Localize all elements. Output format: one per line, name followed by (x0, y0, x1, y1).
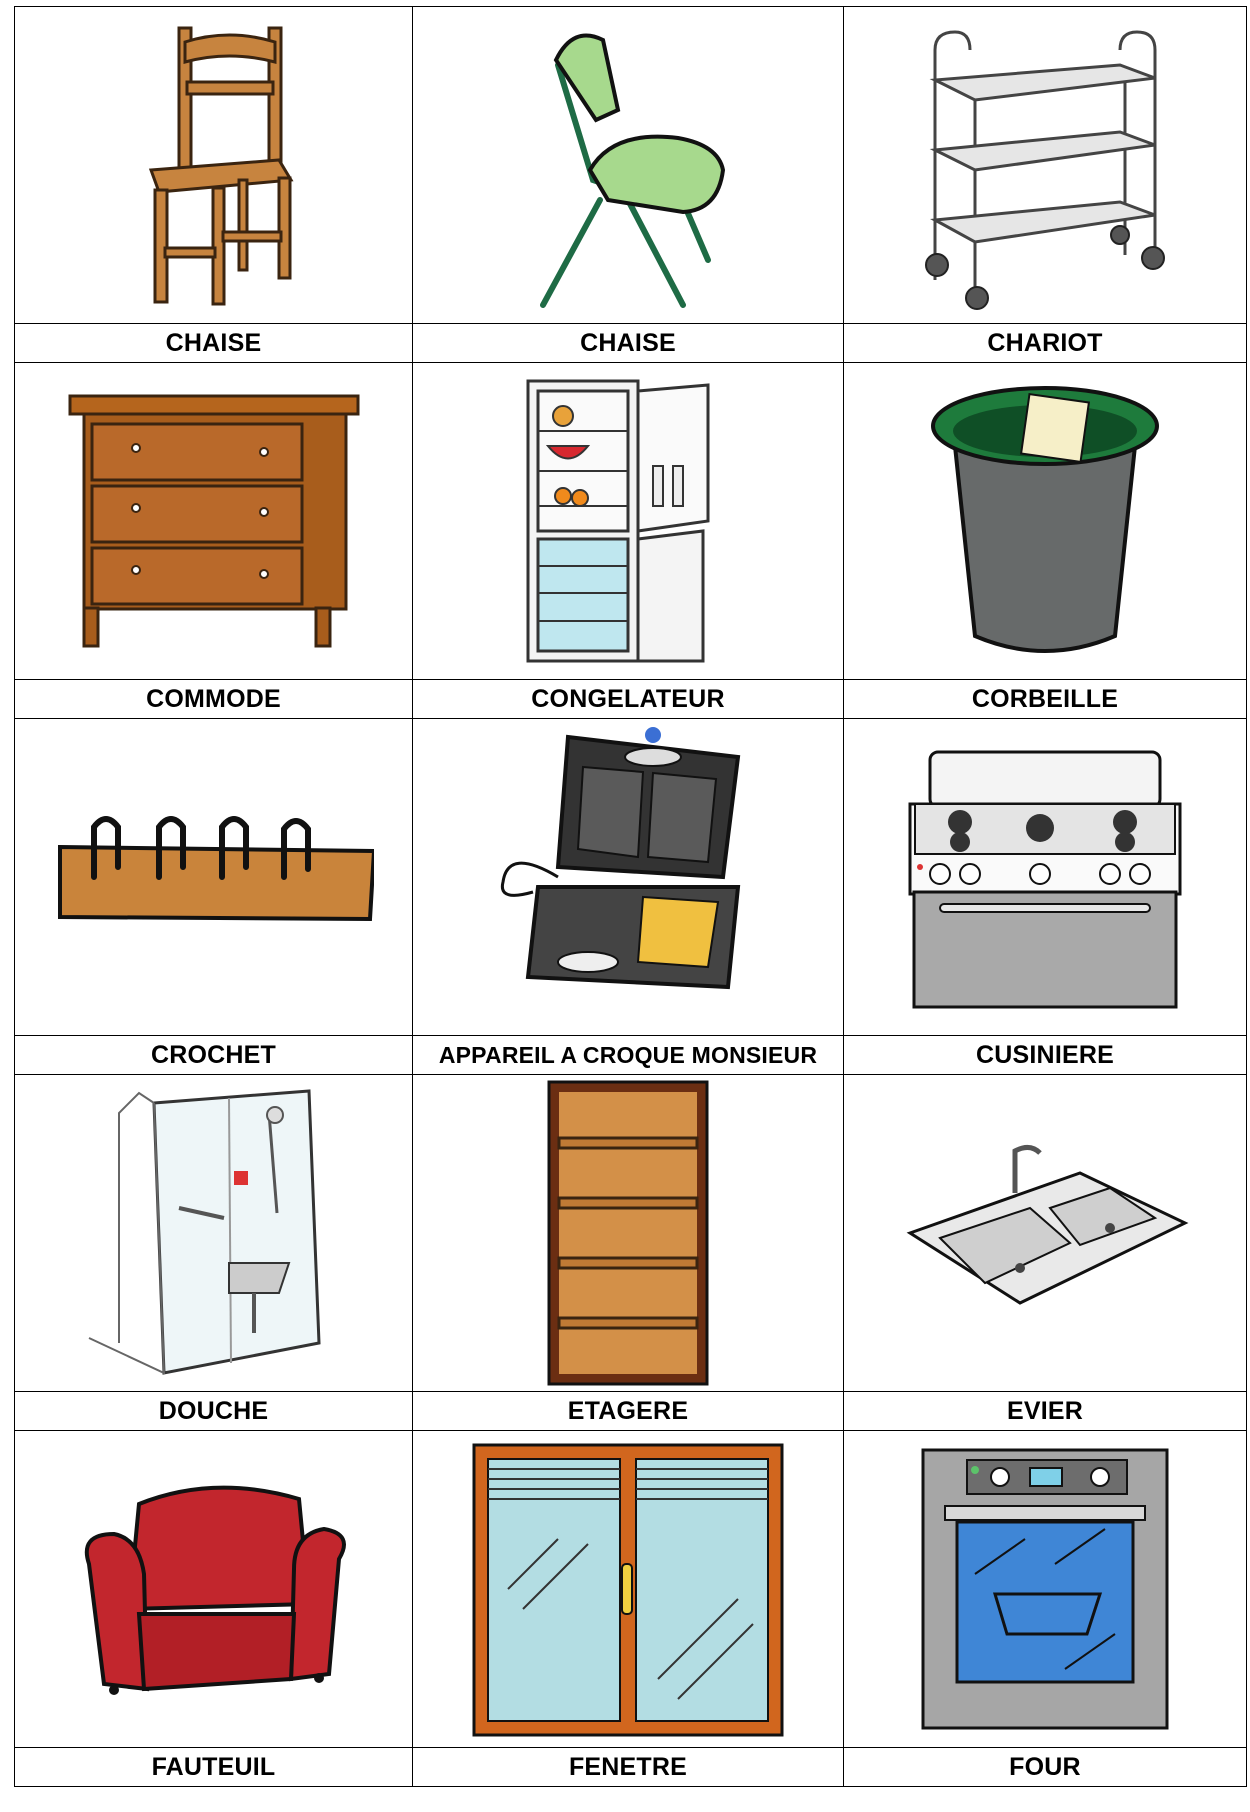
wooden-chair-icon (129, 20, 299, 310)
card-label: CONGELATEUR (413, 680, 844, 719)
card-label: CROCHET (15, 1036, 413, 1075)
card-picture (15, 719, 413, 1036)
card-label: COMMODE (15, 680, 413, 719)
vocabulary-grid (14, 6, 1247, 1787)
picture-row (15, 719, 1247, 1036)
card-label: FOUR (844, 1748, 1247, 1787)
card-picture (413, 363, 844, 680)
sandwich-maker-icon (488, 727, 768, 1027)
picture-row (15, 1075, 1247, 1392)
card-label: FENETRE (413, 1748, 844, 1787)
card-picture (844, 1075, 1247, 1392)
picture-row (15, 1431, 1247, 1748)
card-label: FAUTEUIL (15, 1748, 413, 1787)
picture-card-sheet (14, 6, 1246, 1787)
shower-cabin-icon (79, 1083, 349, 1383)
card-label: ETAGERE (413, 1392, 844, 1431)
card-label: EVIER (844, 1392, 1247, 1431)
trolley-cart-icon (915, 20, 1175, 310)
card-label: CUSINIERE (844, 1036, 1247, 1075)
window-icon (468, 1439, 788, 1739)
label-row (15, 1748, 1247, 1787)
fridge-freezer-icon (518, 371, 738, 671)
card-picture (15, 1431, 413, 1748)
label-row (15, 680, 1247, 719)
trash-bin-icon (925, 376, 1165, 666)
green-chair-icon (518, 20, 738, 310)
card-label: CHARIOT (844, 324, 1247, 363)
label-row (15, 324, 1247, 363)
label-row (15, 1392, 1247, 1431)
card-picture (844, 1431, 1247, 1748)
card-label: APPAREIL A CROQUE MONSIEUR (413, 1036, 844, 1075)
double-sink-icon (900, 1133, 1190, 1333)
armchair-icon (69, 1464, 359, 1714)
card-picture (844, 363, 1247, 680)
card-picture (413, 1431, 844, 1748)
coat-hook-icon (54, 807, 374, 947)
oven-icon (915, 1444, 1175, 1734)
card-picture (413, 719, 844, 1036)
gas-stove-icon (900, 742, 1190, 1012)
card-picture (413, 1075, 844, 1392)
picture-row (15, 7, 1247, 324)
card-picture (15, 7, 413, 324)
card-picture (413, 7, 844, 324)
bookshelf-icon (543, 1078, 713, 1388)
label-row (15, 1036, 1247, 1075)
picture-row (15, 363, 1247, 680)
card-label: DOUCHE (15, 1392, 413, 1431)
card-picture (15, 1075, 413, 1392)
card-label: CORBEILLE (844, 680, 1247, 719)
chest-of-drawers-icon (64, 386, 364, 656)
card-label: CHAISE (15, 324, 413, 363)
card-picture (15, 363, 413, 680)
card-picture (844, 719, 1247, 1036)
card-label: CHAISE (413, 324, 844, 363)
card-picture (844, 7, 1247, 324)
